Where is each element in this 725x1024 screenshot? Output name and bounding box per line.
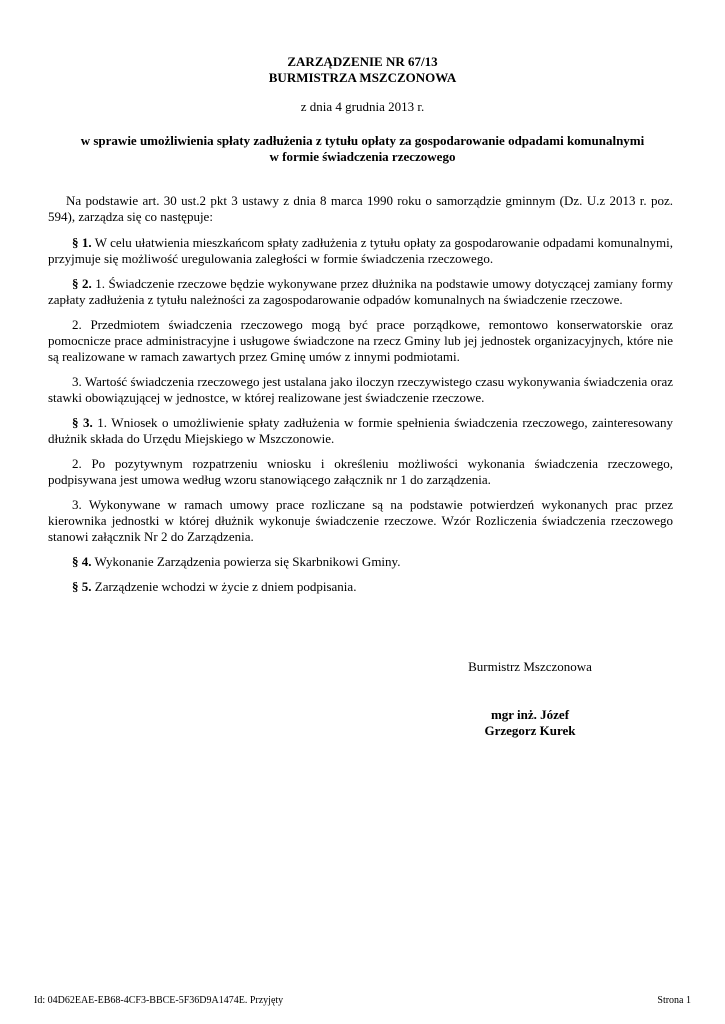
section-number: § 3.: [72, 415, 93, 430]
paragraph-9: [48, 579, 673, 595]
footer-page-number: Strona 1: [657, 995, 691, 1006]
signature-name-line-1: mgr inż. Józef: [490, 707, 570, 722]
section-number: § 5.: [72, 579, 92, 594]
paragraph-text: 1. Świadczenie rzeczowe będzie wykonywane przez dłużnika na podstawie umowy dotyczącej zamiany formy zapłaty zadłużenia z tytułu należności za zagospodarowanie odpadów komunalnych na świadczenie rzeczowe.: [48, 276, 673, 307]
signature-role: Burmistrz Mszczonowa: [468, 659, 592, 674]
intro-paragraph: Na podstawie art. 30 ust.2 pkt 3 ustawy z dnia 8 marca 1990 roku o samorządzie gminnym (Dz. U.z 2013 r. poz. 594), zarządza się co następuje:: [48, 193, 673, 224]
document-body: [48, 193, 673, 604]
paragraph-text: W celu ułatwienia mieszkańcom spłaty zadłużenia z tytułu opłaty za gospodarowanie odpadami komunalnymi, przyjmuje się możliwość uregulowania zaległości w formie świadczenia rzeczowego.: [48, 235, 673, 266]
document-date: z dnia 4 grudnia 2013 r.: [300, 99, 425, 114]
paragraph-5: [48, 415, 673, 447]
paragraph-text: 3. Wartość świadczenia rzeczowego jest ustalana jako iloczyn rzeczywistego czasu wykonywania świadczenia oraz stawki obowiązującej w jednostce, w której realizowane jest świadczenie rzeczowe.: [48, 374, 673, 405]
signature-name: [400, 707, 660, 739]
paragraph-3: [48, 317, 673, 365]
section-number: § 4.: [72, 554, 92, 569]
paragraph-2: [48, 276, 673, 308]
signature-name-line-2: Grzegorz Kurek: [484, 723, 576, 738]
header-issuer: BURMISTRZA MSZCZONOWA: [268, 70, 457, 85]
subject-line-1: w sprawie umożliwienia spłaty zadłużenia z tytułu opłaty za gospodarowanie odpadami komunalnymi: [80, 133, 645, 148]
paragraph-text: 2. Przedmiotem świadczenia rzeczowego mogą być prace porządkowe, remontowo konserwatorskie oraz pomocnicze prace administracyjne i usługowe świadczone na rzecz Gminy lub jej jednostek organizacyjnych, które nie są realizowane w ramach zawartych przez Gminę umów z innymi podmiotami.: [48, 317, 673, 364]
section-number: § 2.: [72, 276, 92, 291]
footer-document-id: Id: 04D62EAE-EB68-4CF3-BBCE-5F36D9A1474E. Przyjęty: [34, 995, 284, 1006]
paragraph-1: [48, 235, 673, 267]
paragraph-text: Zarządzenie wchodzi w życie z dniem podpisania.: [91, 579, 357, 594]
paragraph-6: [48, 456, 673, 488]
document-header: [0, 54, 725, 86]
paragraph-text: Wykonanie Zarządzenia powierza się Skarbnikowi Gminy.: [91, 554, 401, 569]
paragraph-8: [48, 554, 673, 570]
section-number: § 1.: [72, 235, 92, 250]
paragraph-text: 3. Wykonywane w ramach umowy prace rozliczane są na podstawie potwierdzeń wykonanych prac przez kierownika jednostki w której dłużnik wykonuje świadczenie rzeczowe. Wzór Rozliczenia świadczenia rzeczowego stanowi załącznik Nr 2 do Zarządzenia.: [48, 497, 673, 544]
paragraph-text: 2. Po pozytywnym rozpatrzeniu wniosku i określeniu możliwości wykonania świadczenia rzeczowego, podpisywana jest umowa według wzoru stanowiącego załącznik nr 1 do zarządzenia.: [48, 456, 673, 487]
paragraph-text: 1. Wniosek o umożliwienie spłaty zadłużenia w formie spełnienia świadczenia rzeczowego, zainteresowany dłużnik składa do Urzędu Miejskiego w Mszczonowie.: [48, 415, 673, 446]
document-subject: [40, 133, 685, 165]
paragraph-4: [48, 374, 673, 406]
paragraph-7: [48, 497, 673, 545]
header-title: ZARZĄDZENIE NR 67/13: [287, 54, 438, 69]
subject-line-2: w formie świadczenia rzeczowego: [269, 149, 456, 164]
